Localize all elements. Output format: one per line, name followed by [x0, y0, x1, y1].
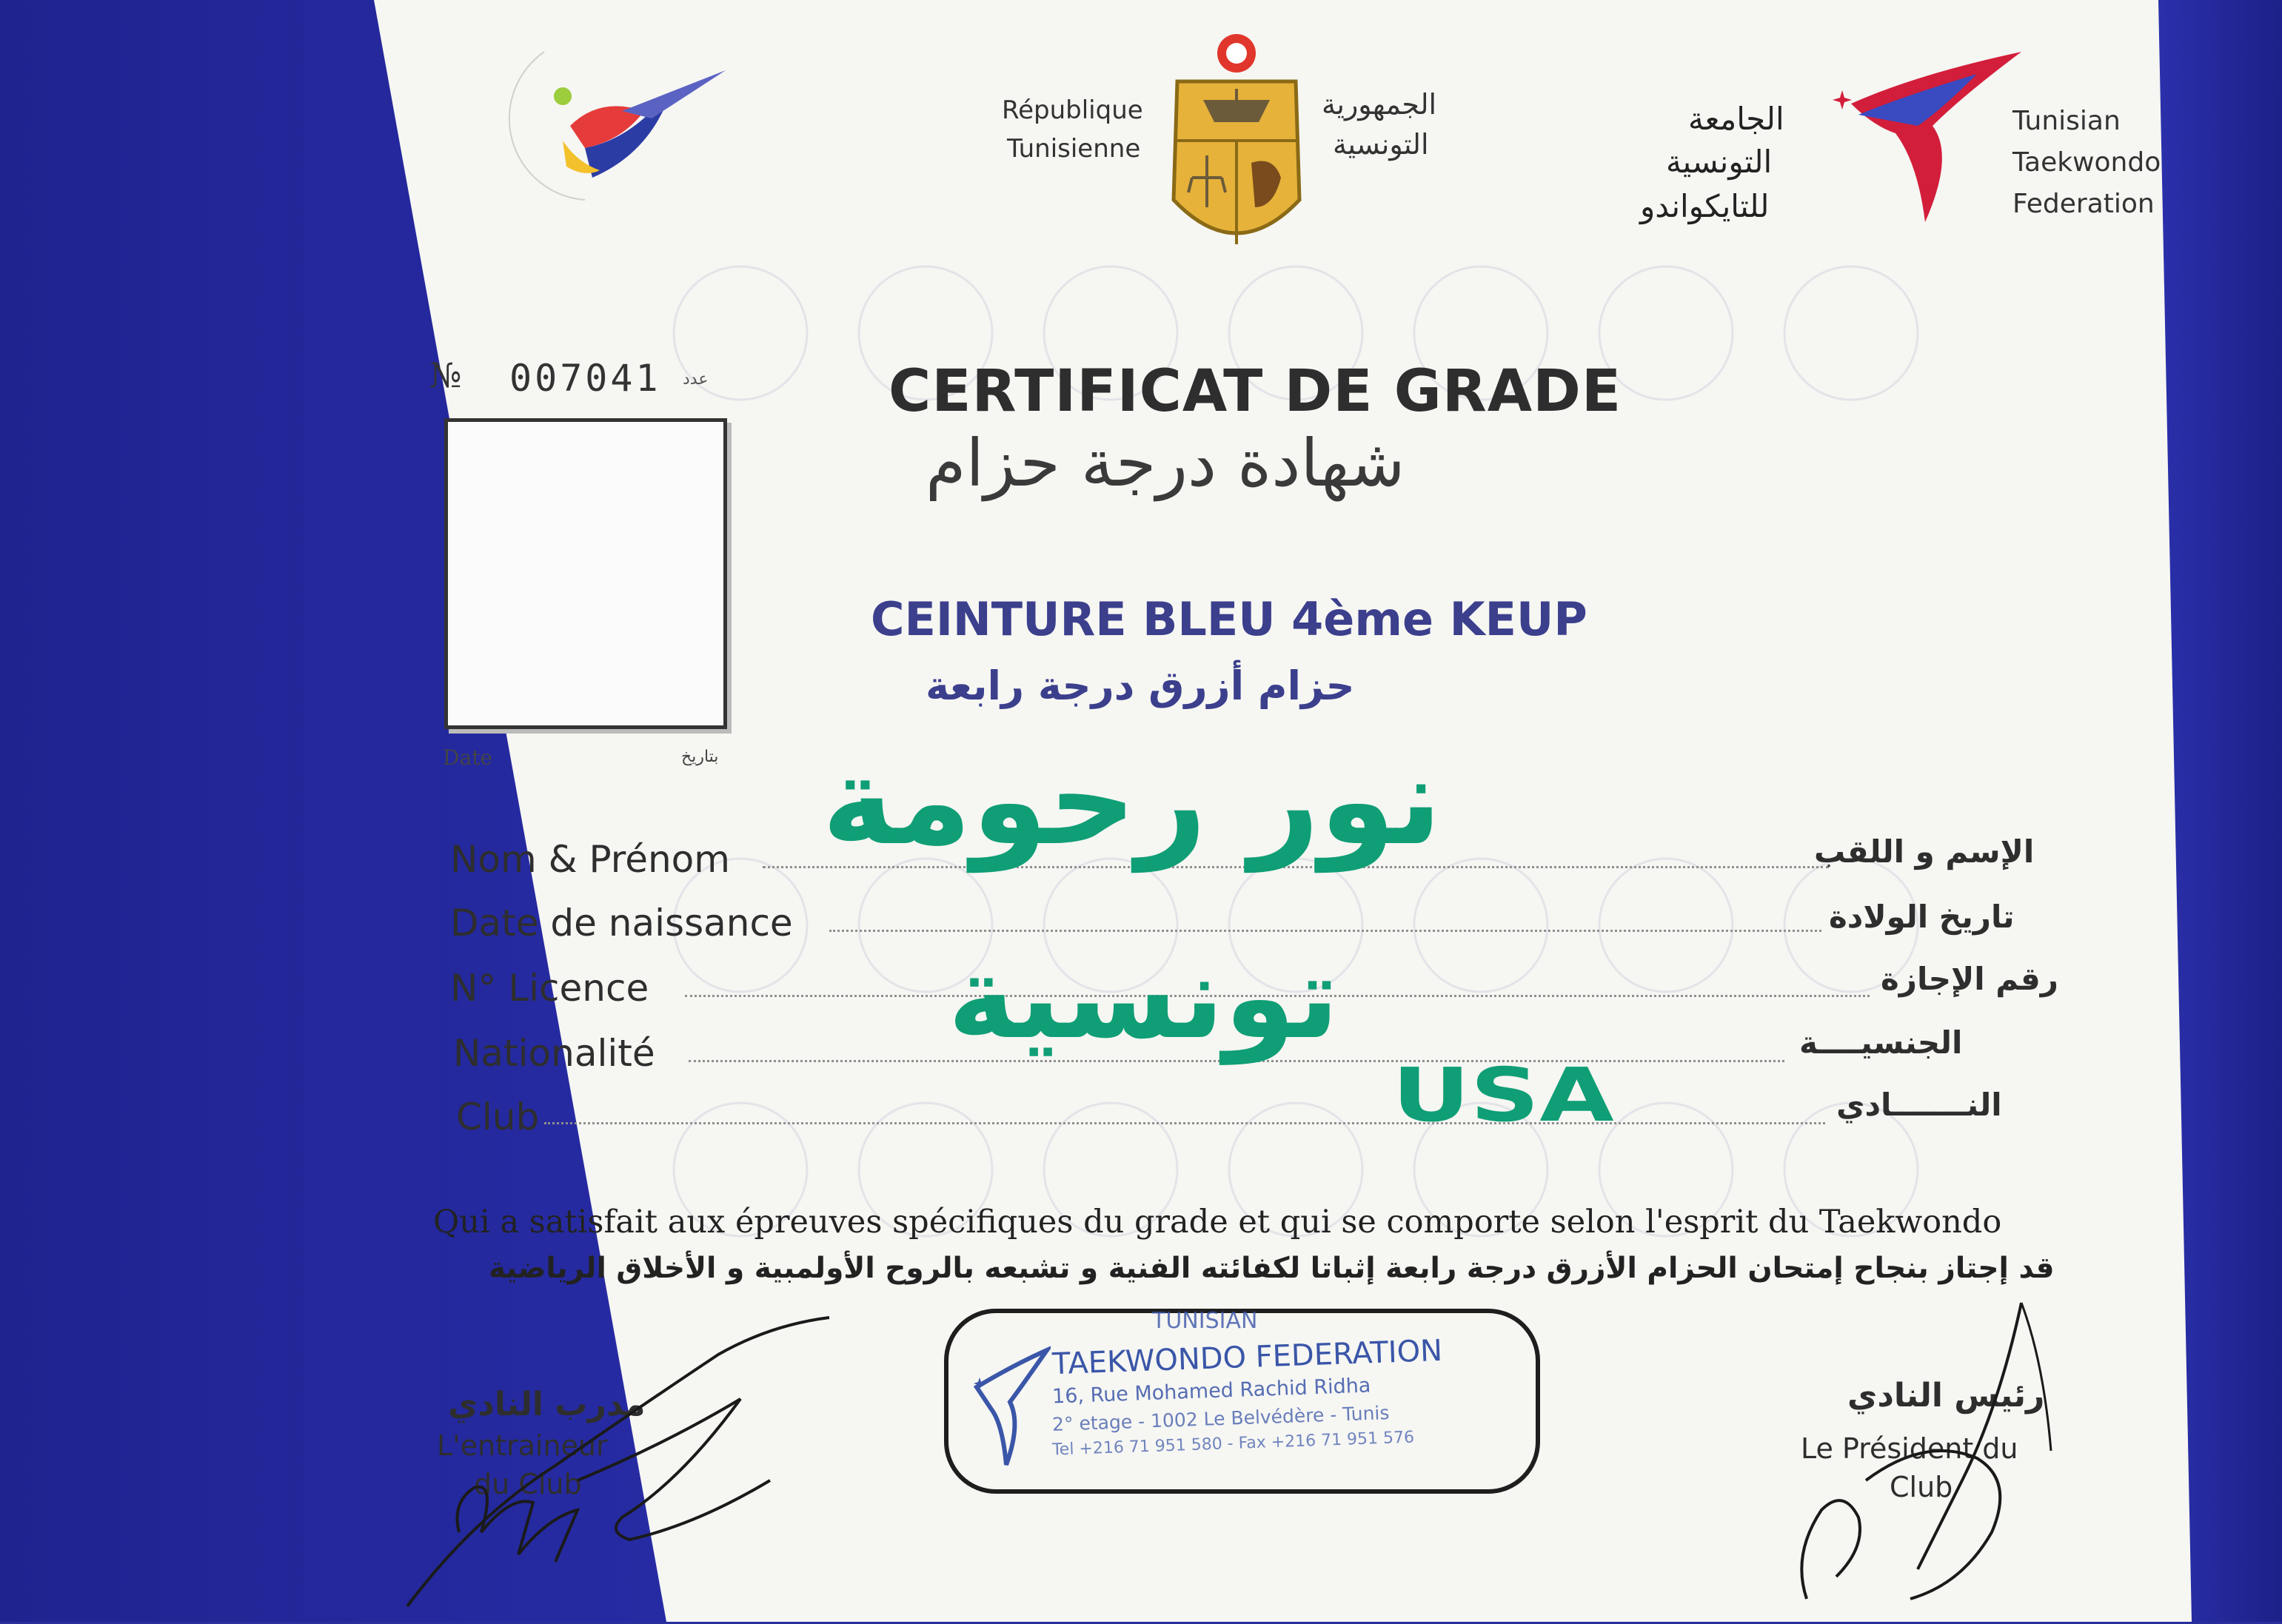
field-label-name-fr: Nom & Prénom	[450, 838, 730, 881]
photo-placeholder	[444, 418, 727, 729]
stamp-line5: Tel +216 71 951 580 - Fax +216 71 951 576	[1051, 1428, 1415, 1460]
field-label-licence-fr: N° Licence	[450, 967, 649, 1010]
handwritten-club: USA	[1392, 1052, 1614, 1138]
certificate-number: 007041	[509, 357, 661, 400]
certificate-title-fr: CERTIFICAT DE GRADE	[889, 358, 1622, 425]
grade-fr: CEINTURE BLEU 4ème KEUP	[871, 592, 1587, 646]
federation-logo-icon	[1829, 44, 2029, 229]
coach-label-ar: مدرب النادي	[448, 1386, 646, 1423]
president-label-fr-line2: Club	[1890, 1471, 1953, 1503]
field-label-club-ar: النـــــــادي	[1836, 1087, 2002, 1123]
handwritten-name: نور رحومة	[822, 730, 1442, 872]
field-label-licence-ar: رقم الإجازة	[1881, 961, 2058, 997]
stamp-logo-icon	[969, 1343, 1051, 1469]
certificate-number-ar: عدد	[683, 370, 709, 389]
federation-ar-line3: للتايكواندو	[1640, 188, 1770, 224]
certificate-number-prefix: №	[429, 355, 462, 395]
field-label-club-fr: Club	[456, 1095, 540, 1138]
handwritten-nationality: تونسية	[948, 930, 1339, 1064]
federation-stamp	[944, 1309, 1540, 1494]
republic-ar-line2: التونسية	[1333, 128, 1429, 161]
coach-label-fr-line1: L'entraineur	[437, 1429, 608, 1462]
world-taekwondo-logo	[474, 30, 740, 207]
field-line-club	[544, 1122, 1825, 1124]
stamp-line2: TAEKWONDO FEDERATION	[1051, 1333, 1443, 1382]
tunisia-coat-of-arms-icon	[1162, 30, 1311, 266]
coach-label-fr-line2: du Club	[474, 1468, 582, 1500]
republic-fr-line2: Tunisienne	[1007, 134, 1141, 164]
federation-en-line2: Taekwondo	[2012, 147, 2161, 178]
coach-signature	[385, 1310, 874, 1621]
federation-en-line3: Federation	[2012, 189, 2155, 219]
stamp-line1: TUNISIAN	[1152, 1308, 1258, 1334]
grade-ar: حزام أزرق درجة رابعة	[926, 662, 1355, 709]
federation-ar-line1: الجامعة	[1688, 101, 1784, 137]
field-label-birthdate-ar: تاريخ الولادة	[1829, 899, 2015, 935]
field-label-nationality-fr: Nationalité	[453, 1032, 655, 1075]
federation-en-line1: Tunisian	[2012, 106, 2121, 136]
photo-date-label-ar: بتاريخ	[681, 748, 719, 766]
president-label-fr-line1: Le Président du	[1801, 1432, 2018, 1465]
statement-fr: Qui a satisfait aux épreuves spécifiques du grade et qui se comporte selon l'esprit du Taekwondo	[433, 1204, 2002, 1241]
field-label-birthdate-fr: Date de naissance	[450, 902, 793, 944]
stamp-line4: 2° etage - 1002 Le Belvédère - Tunis	[1051, 1402, 1390, 1435]
president-signature	[1777, 1288, 2088, 1614]
federation-ar-line2: التونسية	[1666, 144, 1773, 180]
field-label-name-ar: الإسم و اللقب	[1814, 833, 2035, 870]
certificate-title-ar: شهادة درجة حزام	[926, 425, 1405, 501]
field-label-nationality-ar: الجنسيــــة	[1799, 1024, 1963, 1061]
stamp-line3: 16, Rue Mohamed Rachid Ridha	[1051, 1374, 1371, 1409]
republic-ar-line1: الجمهورية	[1322, 88, 1437, 121]
photo-date-label-fr: Date	[443, 745, 492, 770]
statement-ar: قد إجتاز بنجاح إمتحان الحزام الأزرق درجة رابعة إثباتا لكفائته الفنية و تشبعه بالروح الأولمبية و الأخلاق الرياضية	[489, 1252, 2055, 1285]
president-label-ar: رئيس النادي	[1847, 1377, 2045, 1415]
republic-fr-line1: République	[1002, 95, 1143, 125]
